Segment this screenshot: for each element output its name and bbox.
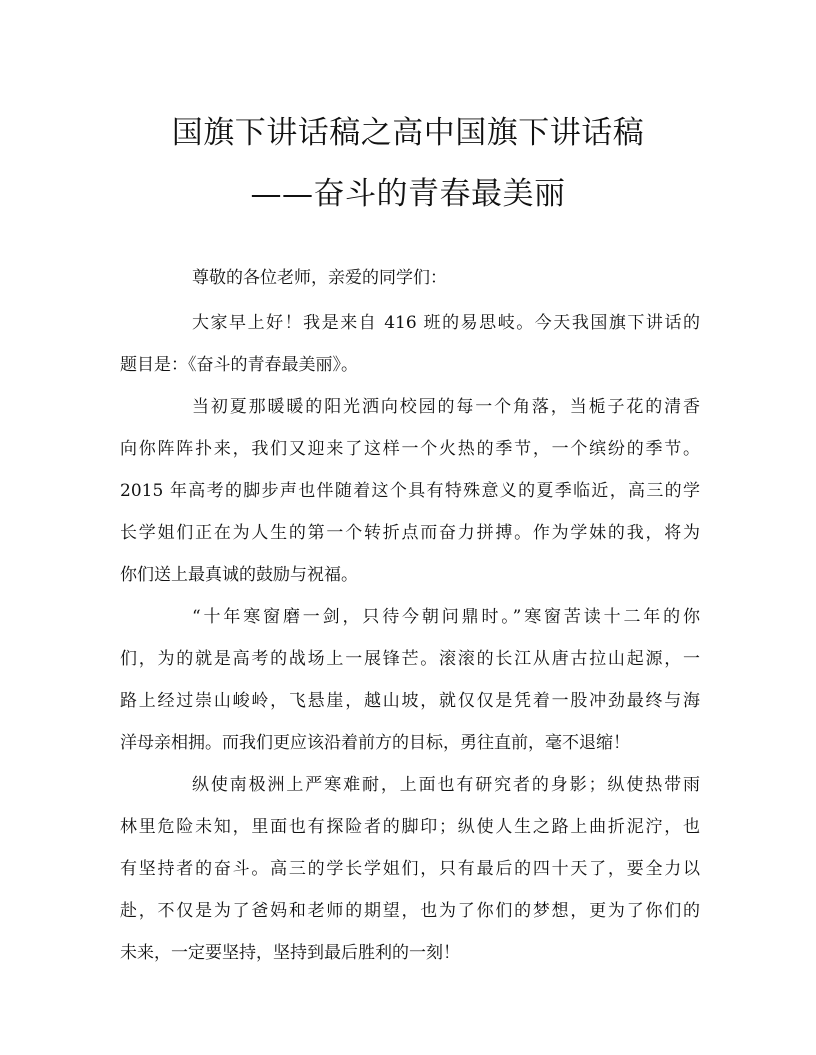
paragraph-2-line-3: 2015 年高考的脚步声也伴随着这个具有特殊意义的夏季临近，高三的学	[120, 481, 700, 501]
paragraph-3-line-2: 们，为的就是高考的战场上一展锋芒。滚滚的长江从唐古拉山起源，一	[120, 649, 700, 669]
paragraph-2-line-5: 你们送上最真诚的鼓励与祝福。	[120, 565, 358, 585]
paragraph-2-line-2: 向你阵阵扑来，我们又迎来了这样一个火热的季节，一个缤纷的季节。	[120, 439, 700, 459]
paragraph-3-line-1: “十年寒窗磨一剑，只待今朝问鼎时。”寒窗苦读十二年的你	[192, 607, 700, 627]
paragraph-4-line-5: 未来，一定要坚持，坚持到最后胜利的一刻！	[120, 943, 460, 963]
paragraph-4-line-2: 林里危险未知，里面也有探险者的脚印；纵使人生之路上曲折泥泞，也	[120, 817, 700, 837]
greeting-line: 尊敬的各位老师，亲爱的同学们：	[192, 268, 447, 288]
paragraph-4-line-4: 赴，不仅是为了爸妈和老师的期望，也为了你们的梦想，更为了你们的	[120, 901, 700, 921]
paragraph-4-line-1: 纵使南极洲上严寒难耐，上面也有研究者的身影；纵使热带雨	[192, 775, 700, 795]
document-title-line-2: ——奋斗的青春最美丽	[250, 176, 566, 212]
document-title-line-1: 国旗下讲话稿之高中国旗下讲话稿	[171, 115, 645, 151]
paragraph-1-line-2: 题目是：《奋斗的青春最美丽》。	[120, 355, 358, 375]
paragraph-3-line-4: 洋母亲相拥。而我们更应该沿着前方的目标，勇往直前，毫不退缩！	[120, 733, 630, 753]
paragraph-1-line-1: 大家早上好！我是来自 416 班的易思岐。今天我国旗下讲话的	[192, 313, 700, 333]
paragraph-3-line-3: 路上经过崇山峻岭，飞悬崖，越山坡，就仅仅是凭着一股冲劲最终与海	[120, 691, 700, 711]
paragraph-2-line-4: 长学姐们正在为人生的第一个转折点而奋力拼搏。作为学妹的我，将为	[120, 523, 700, 543]
paragraph-4-line-3: 有坚持者的奋斗。高三的学长学姐们，只有最后的四十天了，要全力以	[120, 859, 700, 879]
paragraph-2-line-1: 当初夏那暖暖的阳光洒向校园的每一个角落，当栀子花的清香	[192, 397, 700, 417]
